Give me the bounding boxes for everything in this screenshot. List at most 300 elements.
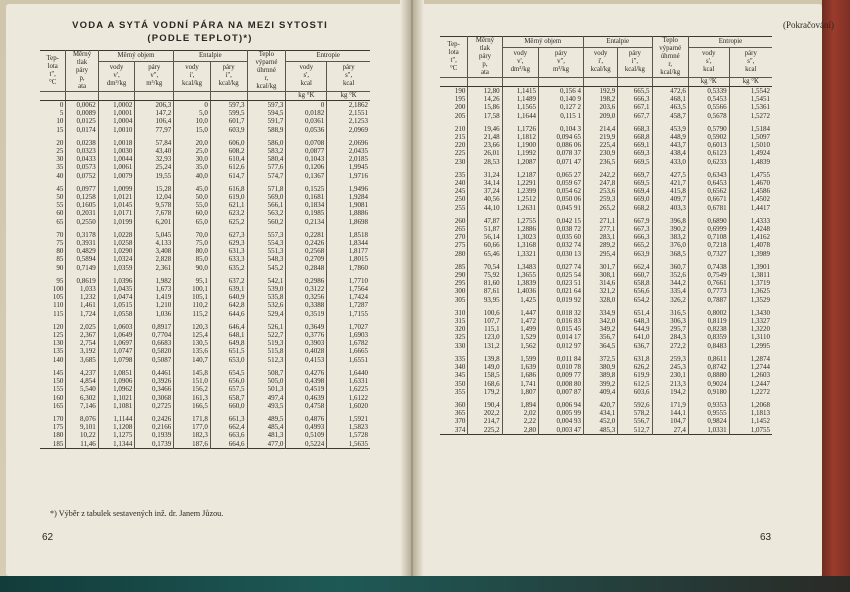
table-cell: 245,3 xyxy=(652,363,688,371)
table-cell: 0,2134 xyxy=(286,218,327,226)
table-cell: 1,2187 xyxy=(502,171,538,179)
table-cell: 265 xyxy=(440,225,468,233)
table-cell: 15,28 xyxy=(135,185,174,193)
table-cell: 663,9 xyxy=(618,250,652,258)
table-cell: 1,4417 xyxy=(750,203,770,212)
table-cell: 0,5339 xyxy=(688,87,729,96)
table-cell: 310 xyxy=(440,309,468,317)
table-cell: 664,6 xyxy=(210,440,247,449)
table-cell: 1,7564 xyxy=(348,285,368,294)
table-cell: 1,1565 xyxy=(502,103,538,111)
table-row xyxy=(40,440,370,449)
table-cell: 1,2744 xyxy=(750,363,770,372)
table-cell: 1,5542 xyxy=(750,87,770,95)
table-cell: 295,7 xyxy=(652,325,688,333)
table-cell: 4,854 xyxy=(66,377,98,385)
header-enthalpy-water: vody i', kcal/kg xyxy=(174,61,211,91)
header-entropy-group: Entropie xyxy=(688,37,772,48)
table-row xyxy=(440,133,772,141)
steam-table-left-body xyxy=(40,101,370,449)
table-cell: 225 xyxy=(440,149,468,157)
table-cell: 2,361 xyxy=(135,264,174,272)
table-cell: 1,9284 xyxy=(348,193,368,202)
table-cell: 306,3 xyxy=(652,317,688,325)
table-cell: 662,4 xyxy=(210,423,247,431)
table-row xyxy=(40,377,370,385)
table-cell: 316,5 xyxy=(652,309,688,317)
table-cell: 214,4 xyxy=(583,125,617,133)
table-cell: 30,0 xyxy=(174,155,211,163)
table-cell: 597,3 xyxy=(247,101,286,110)
table-cell: 453,9 xyxy=(652,125,688,133)
table-cell: 1,5272 xyxy=(750,111,770,120)
table-cell: 0,6123 xyxy=(688,149,729,157)
header-volume-group: Měrný objem xyxy=(98,51,173,62)
table-cell: 321,2 xyxy=(583,287,617,295)
table-cell: 649,8 xyxy=(210,339,247,347)
table-cell: 1,232 xyxy=(66,293,98,301)
table-cell: 631,8 xyxy=(618,355,652,363)
table-cell: 639,1 xyxy=(210,285,247,293)
table-cell: 0,0433 xyxy=(66,155,98,163)
table-cell: 214,7 xyxy=(468,417,502,425)
table-cell: 0,9824 xyxy=(688,417,729,425)
table-cell: 1,3901 xyxy=(750,262,770,271)
table-cell: 0,042 15 xyxy=(539,217,584,225)
table-cell: 662,4 xyxy=(618,263,652,271)
steam-table-left xyxy=(40,50,370,449)
table-cell: 1,7424 xyxy=(348,293,368,302)
table-cell: 47,87 xyxy=(468,217,502,225)
table-cell: 0,6999 xyxy=(688,225,729,233)
header-volume-group: Měrný objem xyxy=(502,37,583,48)
table-cell: 1,4333 xyxy=(750,216,770,225)
table-cell: 563,2 xyxy=(247,209,286,217)
table-cell: 20,0 xyxy=(174,139,211,147)
table-cell: 0,012 97 xyxy=(539,342,584,350)
table-cell: 30 xyxy=(40,155,66,163)
table-cell: 0,3519 xyxy=(286,310,327,318)
table-cell: 40,56 xyxy=(468,195,502,203)
table-cell: 40,0 xyxy=(174,172,211,180)
table-cell: 1,639 xyxy=(502,363,538,371)
table-cell: 626,2 xyxy=(618,363,652,371)
table-cell: 0,007 87 xyxy=(539,388,584,396)
table-cell: 45 xyxy=(40,185,66,193)
table-cell: 55 xyxy=(40,201,66,209)
table-row xyxy=(440,217,772,225)
table-cell: 4,133 xyxy=(135,239,174,247)
table-cell: 438,4 xyxy=(652,149,688,157)
table-cell: 545,2 xyxy=(247,264,286,272)
table-cell: 0,8611 xyxy=(688,355,729,363)
table-cell: 209,0 xyxy=(583,112,617,120)
table-cell: 1,0324 xyxy=(98,255,135,263)
table-cell: 81,60 xyxy=(468,279,502,287)
table-row xyxy=(40,339,370,347)
table-cell: 0,9024 xyxy=(688,380,729,388)
table-cell: 539,0 xyxy=(247,285,286,293)
table-cell: 1,4162 xyxy=(750,233,770,242)
table-cell: 106,4 xyxy=(135,117,174,125)
table-cell: 2,828 xyxy=(135,255,174,263)
table-cell: 43,40 xyxy=(135,147,174,155)
table-cell: 515,8 xyxy=(247,347,286,355)
table-row xyxy=(40,323,370,331)
table-cell: 198,2 xyxy=(583,95,617,103)
table-cell: 586,0 xyxy=(247,139,286,147)
table-cell: 633,3 xyxy=(210,255,247,263)
table-cell: 0,1525 xyxy=(286,185,327,193)
table-cell: 10 xyxy=(40,117,66,125)
header-entropy-water-unit: kg °K xyxy=(688,78,729,87)
table-cell: 433,0 xyxy=(652,158,688,166)
table-row xyxy=(440,417,772,425)
table-cell: 1,0962 xyxy=(98,385,135,393)
table-cell: 1,0121 xyxy=(98,193,135,201)
table-cell: 0,4829 xyxy=(66,247,98,255)
table-cell: 0,4028 xyxy=(286,347,327,355)
table-cell: 1,0030 xyxy=(98,147,135,155)
table-cell: 335,4 xyxy=(652,287,688,295)
header-entropy-group: Entropie xyxy=(286,51,370,62)
table-cell: 1,6665 xyxy=(348,347,368,356)
table-cell: 0,5566 xyxy=(688,103,729,111)
table-cell: 505,0 xyxy=(247,377,286,385)
table-cell: 328,0 xyxy=(583,296,617,304)
table-cell: 0,0089 xyxy=(66,109,98,117)
table-cell: 1,1452 xyxy=(750,417,770,426)
table-cell: 623,2 xyxy=(210,209,247,217)
table-cell: 0,3388 xyxy=(286,301,327,309)
table-cell: 0,8119 xyxy=(688,317,729,325)
table-cell: 1,5097 xyxy=(750,133,770,142)
table-cell: 60,0 xyxy=(174,209,211,217)
table-cell: 0,005 99 xyxy=(539,409,584,417)
table-cell: 40 xyxy=(40,172,66,180)
table-cell: 0,050 06 xyxy=(539,195,584,203)
table-cell: 190 xyxy=(440,87,468,96)
table-cell: 1,1344 xyxy=(98,440,135,449)
header-volume-steam: páry v", m³/kg xyxy=(539,47,584,77)
table-cell: 5,0 xyxy=(174,109,211,117)
table-cell: 468,1 xyxy=(652,95,688,103)
table-cell: 182,3 xyxy=(174,431,211,439)
table-cell: 1,210 xyxy=(135,301,174,309)
table-cell: 0,0125 xyxy=(66,117,98,125)
table-cell: 1,0331 xyxy=(688,426,729,435)
table-cell: 0,6781 xyxy=(688,204,729,212)
table-cell: 651,4 xyxy=(618,309,652,317)
table-cell: 0,2281 xyxy=(286,231,327,239)
table-row xyxy=(40,255,370,263)
table-cell: 409,7 xyxy=(652,195,688,203)
table-cell: 669,5 xyxy=(618,179,652,187)
table-cell: 110,2 xyxy=(174,301,211,309)
table-cell: 0,4398 xyxy=(286,377,327,385)
table-cell: 0,035 60 xyxy=(539,233,584,241)
table-cell: 253,6 xyxy=(583,187,617,195)
table-cell: 271,1 xyxy=(583,217,617,225)
table-cell: 669,1 xyxy=(618,141,652,149)
table-cell: 619,9 xyxy=(618,371,652,379)
table-cell: 661,3 xyxy=(210,415,247,423)
table-cell: 100,1 xyxy=(174,285,211,293)
table-row xyxy=(40,277,370,285)
table-cell: 1,6122 xyxy=(348,393,368,402)
table-cell: 594,5 xyxy=(247,109,286,117)
table-cell: 255 xyxy=(440,204,468,212)
table-row xyxy=(40,431,370,439)
table-cell: 1,447 xyxy=(502,309,538,317)
table-row xyxy=(440,225,772,233)
table-cell: 0,7149 xyxy=(66,264,98,272)
table-cell: 85 xyxy=(40,255,66,263)
table-cell: 0,1367 xyxy=(286,172,327,180)
table-cell: 0,3122 xyxy=(286,285,327,293)
table-cell: 1,4248 xyxy=(750,225,770,234)
table-cell: 21,48 xyxy=(468,133,502,141)
table-cell: 1,673 xyxy=(135,285,174,293)
table-row xyxy=(440,233,772,241)
table-cell: 658,8 xyxy=(618,279,652,287)
header-enthalpy-steam: páry i", kcal/kg xyxy=(618,47,652,77)
table-cell: 0,7661 xyxy=(688,279,729,287)
table-cell: 23,66 xyxy=(468,141,502,149)
table-row xyxy=(440,287,772,295)
table-cell: 1,2631 xyxy=(502,204,538,212)
table-cell: 642,8 xyxy=(210,301,247,309)
table-cell: 26,01 xyxy=(468,149,502,157)
table-cell: 0,7773 xyxy=(688,287,729,295)
table-cell: 1,3321 xyxy=(502,250,538,258)
table-cell: 0,9353 xyxy=(688,401,729,409)
table-cell: 280 xyxy=(440,250,468,258)
table-row xyxy=(440,296,772,304)
table-cell: 421,7 xyxy=(652,179,688,187)
table-cell: 0 xyxy=(40,101,66,110)
table-cell: 415,8 xyxy=(652,187,688,195)
table-cell: 1,7155 xyxy=(348,309,368,318)
table-cell: 1,0697 xyxy=(98,339,135,347)
table-cell: 1,8886 xyxy=(348,209,368,218)
table-cell: 1,0558 xyxy=(98,310,135,318)
table-row xyxy=(40,331,370,339)
table-cell: 5,045 xyxy=(135,231,174,239)
table-cell: 206,3 xyxy=(135,101,174,110)
table-cell: 0,2709 xyxy=(286,255,327,263)
table-cell: 7,146 xyxy=(66,402,98,410)
table-cell: 1,3220 xyxy=(750,325,770,334)
table-row xyxy=(440,171,772,179)
table-cell: 592,6 xyxy=(618,401,652,409)
table-cell: 519,3 xyxy=(247,339,286,347)
table-cell: 140,7 xyxy=(174,356,211,364)
table-cell: 0,1985 xyxy=(286,209,327,217)
table-cell: 75,0 xyxy=(174,239,211,247)
table-row xyxy=(40,185,370,193)
table-cell: 93,95 xyxy=(468,296,502,304)
table-row xyxy=(440,271,772,279)
table-cell: 403,3 xyxy=(652,204,688,212)
table-cell: 171,8 xyxy=(174,415,211,423)
header-temperature: Tep- lota t", °C xyxy=(40,51,66,92)
table-cell: 225,2 xyxy=(468,426,502,435)
table-row xyxy=(40,247,370,255)
table-row xyxy=(40,356,370,364)
table-row xyxy=(40,147,370,155)
table-cell: 493,5 xyxy=(247,402,286,410)
table-cell: 1,3625 xyxy=(750,287,770,296)
table-cell: 588,9 xyxy=(247,126,286,134)
table-cell: 34,14 xyxy=(468,179,502,187)
table-cell: 0,071 47 xyxy=(539,158,584,166)
table-row xyxy=(440,187,772,195)
table-cell: 213,3 xyxy=(652,380,688,388)
table-cell: 230,9 xyxy=(583,149,617,157)
table-cell: 409,4 xyxy=(583,388,617,396)
table-cell: 230,1 xyxy=(652,371,688,379)
table-cell: 0,8359 xyxy=(688,333,729,341)
steam-table-right xyxy=(440,36,772,435)
table-cell: 160 xyxy=(40,394,66,402)
table-cell: 0,1605 xyxy=(66,201,98,209)
table-cell: 123,0 xyxy=(468,333,502,341)
table-row xyxy=(440,87,772,96)
page-subtitle: (PODLE TEPLOT)*) xyxy=(147,33,253,44)
table-cell: 1,0002 xyxy=(98,101,135,110)
table-cell: 566,1 xyxy=(247,201,286,209)
table-row xyxy=(440,149,772,157)
page-number-left: 62 xyxy=(42,532,54,543)
table-cell: 1,2087 xyxy=(502,158,538,166)
table-cell: 0,8483 xyxy=(688,342,729,350)
table-cell: 1,0755 xyxy=(750,425,770,434)
table-cell: 658,7 xyxy=(210,394,247,402)
table-cell: 0,016 83 xyxy=(539,317,584,325)
table-cell: 2,0969 xyxy=(348,125,368,134)
table-cell: 20 xyxy=(40,139,66,147)
table-cell: 1,3168 xyxy=(502,241,538,249)
table-cell: 548,3 xyxy=(247,255,286,263)
table-cell: 1,8698 xyxy=(348,217,368,226)
table-row xyxy=(440,426,772,435)
table-row xyxy=(40,385,370,393)
table-cell: 344,2 xyxy=(652,279,688,287)
table-cell: 165 xyxy=(40,402,66,410)
table-cell: 1,982 xyxy=(135,277,174,285)
table-cell: 0,3178 xyxy=(66,231,98,239)
table-row xyxy=(440,363,772,371)
table-cell: 0,8917 xyxy=(135,323,174,331)
table-cell: 356,7 xyxy=(583,333,617,341)
table-cell: 389,8 xyxy=(583,371,617,379)
header-enthalpy-group: Entalpie xyxy=(583,37,652,48)
table-cell: 667,3 xyxy=(618,225,652,233)
table-cell: 175 xyxy=(40,423,66,431)
table-cell: 1,1021 xyxy=(98,394,135,402)
table-cell: 667,9 xyxy=(618,217,652,225)
table-cell: 656,6 xyxy=(618,287,652,295)
table-cell: 663,6 xyxy=(210,431,247,439)
table-cell: 155 xyxy=(40,385,66,393)
table-cell: 0,7108 xyxy=(688,233,729,241)
table-cell: 636,7 xyxy=(618,342,652,350)
table-cell: 1,3483 xyxy=(502,263,538,271)
table-cell: 554,3 xyxy=(247,239,286,247)
table-cell: 15 xyxy=(40,126,66,134)
table-cell: 0,1043 xyxy=(286,155,327,163)
table-cell: 110 xyxy=(40,301,66,309)
table-cell: 265,2 xyxy=(583,204,617,212)
table-cell: 1,419 xyxy=(135,293,174,301)
table-cell: 0,0573 xyxy=(66,163,98,171)
table-cell: 0,045 91 xyxy=(539,204,584,212)
table-cell: 335 xyxy=(440,355,468,363)
page-number-right: 63 xyxy=(760,532,772,543)
table-cell: 1,4586 xyxy=(750,187,770,196)
table-cell: 653,0 xyxy=(210,356,247,364)
table-cell: 399,2 xyxy=(583,380,617,388)
table-cell: 1,0290 xyxy=(98,247,135,255)
table-cell: 1,5451 xyxy=(750,95,770,104)
table-cell: 443,7 xyxy=(652,141,688,149)
table-cell: 0,025 54 xyxy=(539,271,584,279)
table-cell: 641,0 xyxy=(618,333,652,341)
table-cell: 158,5 xyxy=(468,371,502,379)
table-cell: 625,2 xyxy=(210,218,247,226)
table-cell: 301,7 xyxy=(583,263,617,271)
table-row xyxy=(440,112,772,120)
table-row xyxy=(40,402,370,410)
table-cell: 0,3256 xyxy=(286,293,327,301)
table-cell: 300 xyxy=(440,287,468,295)
table-cell: 0,1939 xyxy=(135,431,174,439)
table-cell: 192,9 xyxy=(583,87,617,96)
footnote: *) Výběr z tabulek sestavených inž. dr. Janem Jůzou. xyxy=(50,509,224,518)
table-cell: 202,2 xyxy=(468,409,502,417)
table-cell: 0,032 74 xyxy=(539,241,584,249)
table-cell: 330 xyxy=(440,342,468,350)
table-cell: 501,3 xyxy=(247,385,286,393)
table-cell: 28,53 xyxy=(468,158,502,166)
table-cell: 654,5 xyxy=(210,369,247,377)
table-cell: 669,0 xyxy=(618,195,652,203)
table-cell: 1,0906 xyxy=(98,377,135,385)
table-cell: 80,0 xyxy=(174,247,211,255)
table-cell: 644,6 xyxy=(210,310,247,318)
table-cell: 85,0 xyxy=(174,255,211,263)
header-volume-steam: páry v", m³/kg xyxy=(135,61,174,91)
table-cell: 0,5902 xyxy=(688,133,729,141)
table-cell: 669,7 xyxy=(618,171,652,179)
table-cell: 477,0 xyxy=(247,440,286,449)
table-cell: 130,5 xyxy=(174,339,211,347)
table-cell: 380,9 xyxy=(583,363,617,371)
table-cell: 2,80 xyxy=(502,426,538,435)
table-cell: 1,3110 xyxy=(751,333,770,342)
table-row xyxy=(440,179,772,187)
table-cell: 0,7549 xyxy=(688,271,729,279)
table-cell: 295,4 xyxy=(583,250,617,258)
table-cell: 8,076 xyxy=(66,415,98,423)
table-cell: 25 xyxy=(40,147,66,155)
table-cell: 166,5 xyxy=(174,402,211,410)
table-cell: 1,5635 xyxy=(348,439,368,448)
table-cell: 0,009 77 xyxy=(539,371,584,379)
table-cell: 0,003 47 xyxy=(539,426,584,435)
table-cell: 1,4839 xyxy=(750,157,770,166)
